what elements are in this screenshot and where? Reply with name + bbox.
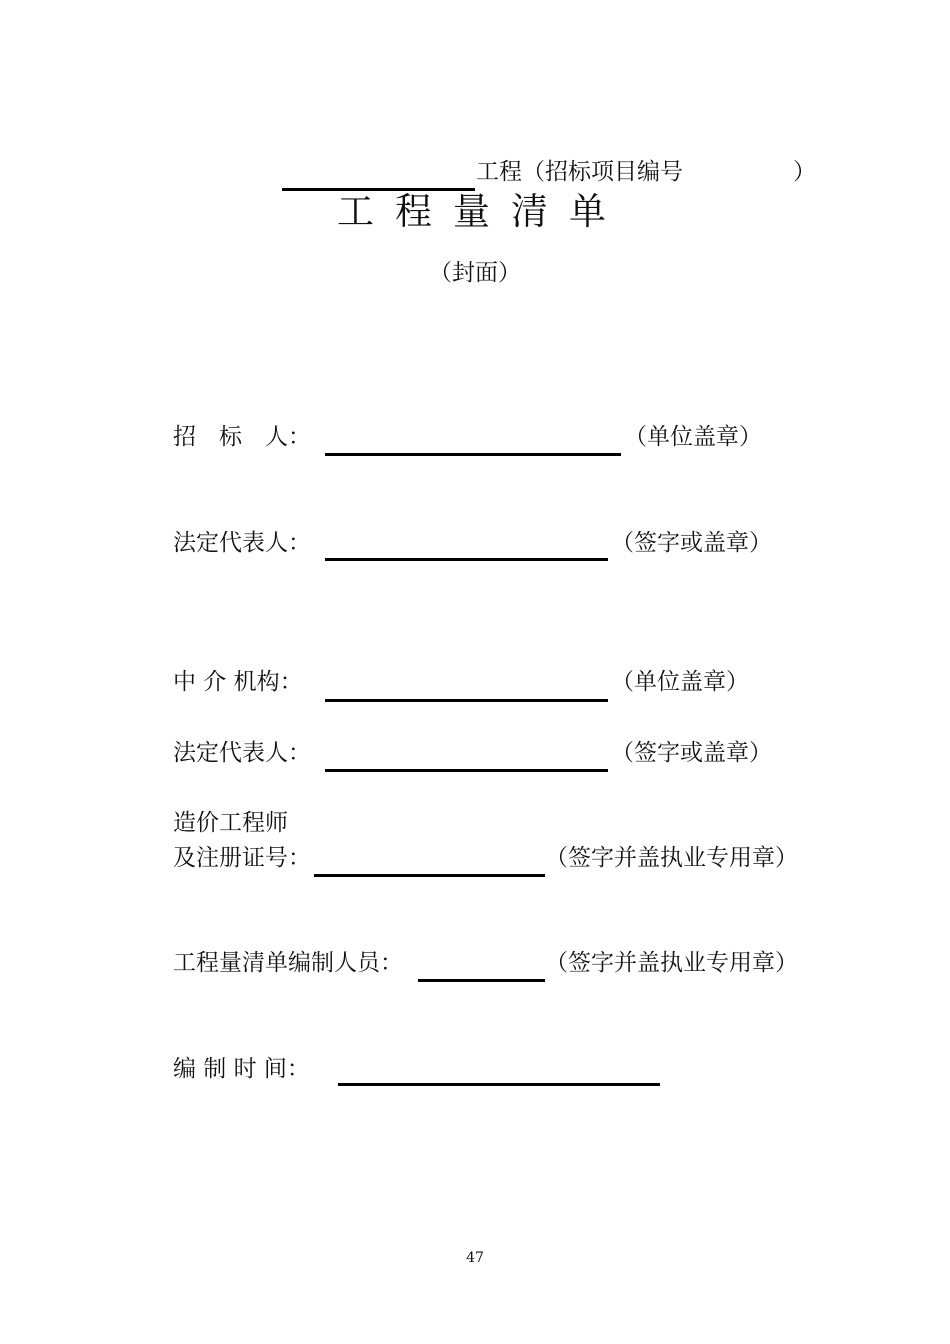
cost-engineer-note: （签字并盖执业专用章）: [545, 845, 798, 871]
document-subtitle: （封面）: [429, 260, 521, 286]
project-number-close: ）: [793, 159, 816, 185]
agency-rep-label: 法定代表人：: [173, 740, 311, 766]
compiler-note: （签字并盖执业专用章）: [545, 950, 798, 976]
compile-time-label: 编 制 时 间：: [173, 1056, 310, 1082]
cost-engineer-label-line2: 及注册证号：: [173, 845, 311, 871]
document-title: 工程量清单: [337, 190, 627, 233]
tenderer-note: （单位盖章）: [624, 424, 762, 450]
tenderer-blank: [325, 453, 621, 456]
tenderer-rep-label: 法定代表人：: [173, 530, 311, 556]
agency-note: （单位盖章）: [611, 669, 749, 695]
page-number: 47: [466, 1250, 484, 1266]
compiler-label: 工程量清单编制人员：: [173, 950, 403, 976]
tenderer-label: 招 标 人：: [173, 424, 311, 450]
agency-rep-blank: [325, 769, 608, 772]
tenderer-rep-note: （签字或盖章）: [611, 530, 772, 556]
agency-label: 中 介 机构：: [173, 669, 303, 695]
project-label: 工程（招标项目编号: [476, 159, 683, 185]
agency-rep-note: （签字或盖章）: [611, 740, 772, 766]
agency-blank: [325, 699, 608, 702]
cost-engineer-blank: [314, 874, 545, 877]
tenderer-rep-blank: [325, 558, 608, 561]
compile-time-blank: [338, 1083, 660, 1086]
compiler-blank: [418, 979, 545, 982]
cost-engineer-label-line1: 造价工程师: [173, 810, 288, 836]
